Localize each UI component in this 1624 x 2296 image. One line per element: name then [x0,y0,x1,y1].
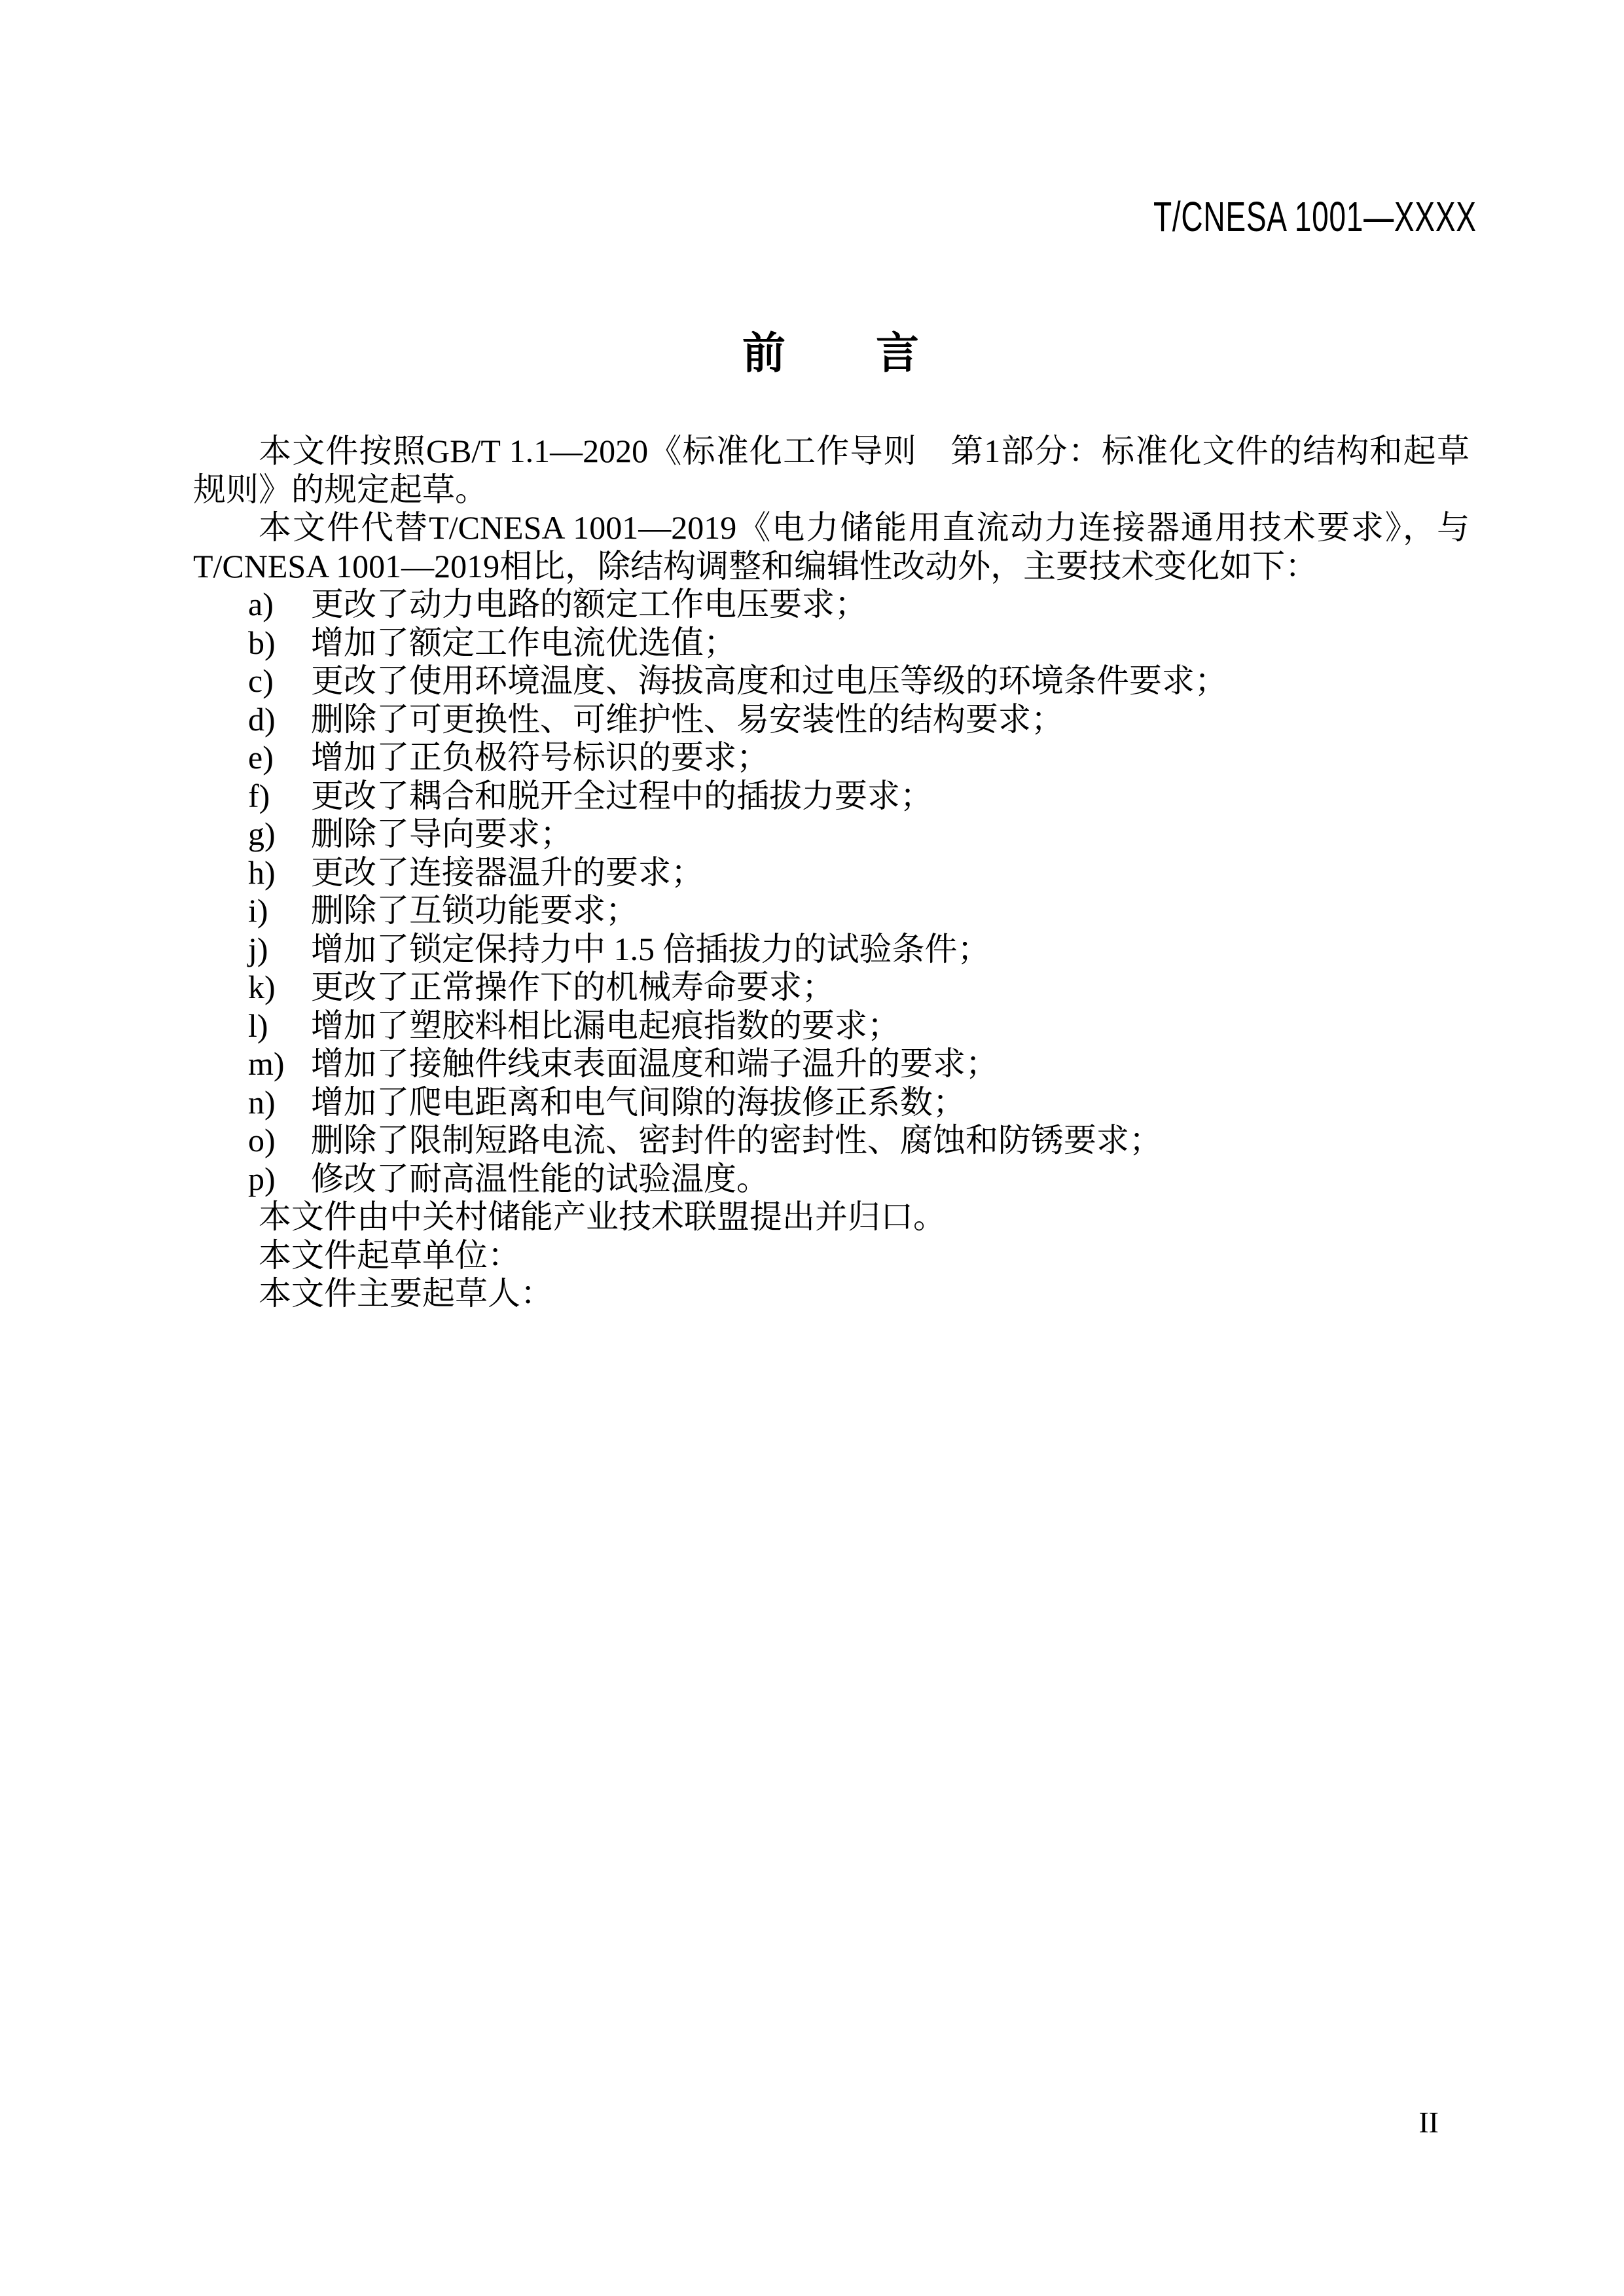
list-item-text: 更改了正常操作下的机械寿命要求； [311,969,835,1005]
foreword-paragraph: 本文件代替T/CNESA 1001—2019《电力储能用直流动力连接器通用技术要求》，与T/CNESA 1001—2019相比，除结构调整和编辑性改动外，主要技术变化如下： [193,509,1470,584]
list-item-text: 更改了连接器温升的要求； [311,853,704,891]
list-item [193,891,1470,930]
list-item-label: p) [248,1160,276,1197]
list-item-text: 增加了爬电距离和电气间隙的海拔修正系数； [311,1083,965,1121]
list-item-label: i) [248,892,268,929]
list-item-label: g) [248,816,276,852]
list-item-text: 增加了锁定保持力中 1.5 倍插拔力的试验条件； [311,930,990,967]
list-item-label: n) [248,1083,276,1121]
list-item [193,815,1470,853]
list-item-text: 删除了限制短路电流、密封件的密封性、腐蚀和防锈要求； [311,1122,1162,1158]
list-item [193,1083,1470,1122]
list-item-label: o) [248,1122,276,1158]
list-item-text: 删除了可更换性、可维护性、易安装性的结构要求； [311,700,1064,738]
foreword-body [193,432,1470,1313]
list-item [193,777,1470,816]
list-item [193,930,1470,969]
list-item-text: 删除了导向要求； [311,816,573,852]
list-item-label: a) [248,586,274,622]
standard-code-header: T/CNESA 1001—XXXX [1153,193,1477,240]
list-item-text: 修改了耐高温性能的试验温度。 [311,1160,769,1197]
list-item [193,968,1470,1007]
changes-list [193,585,1470,1198]
list-item-text: 增加了塑胶料相比漏电起痕指数的要求； [311,1007,900,1044]
page-number: II [1418,2106,1439,2139]
list-item [193,1121,1470,1160]
list-item-label: k) [248,969,276,1005]
list-item-label: m) [248,1045,285,1082]
list-item [193,624,1470,662]
list-item-label: d) [248,700,276,738]
foreword-paragraph: 本文件主要起草人： [259,1275,553,1312]
foreword-paragraph: 本文件起草单位： [259,1236,520,1274]
list-item-label: f) [248,777,270,814]
list-item [193,700,1470,739]
list-item [193,1045,1470,1083]
list-item-label: l) [248,1007,268,1044]
foreword-paragraph: 本文件按照GB/T 1.1—2020《标准化工作导则 第1部分：标准化文件的结构和起草规则》的规定起草。 [193,433,1470,508]
list-item-text: 更改了动力电路的额定工作电压要求； [311,586,867,622]
list-item-text: 更改了耦合和脱开全过程中的插拔力要求； [311,777,933,814]
list-item-text: 增加了接触件线束表面温度和端子温升的要求； [311,1045,998,1082]
list-item-text: 更改了使用环境温度、海拔高度和过电压等级的环境条件要求； [311,662,1227,699]
foreword-title: 前 言 [742,329,920,377]
foreword-paragraph: 本文件由中关村储能产业技术联盟提出并归口。 [259,1198,946,1235]
list-item-text: 删除了互锁功能要求； [311,892,638,929]
list-item [193,1160,1470,1198]
list-item [193,1007,1470,1045]
list-item-label: e) [248,739,274,776]
list-item [193,585,1470,624]
list-item [193,853,1470,892]
list-item [193,662,1470,700]
list-item-text: 增加了额定工作电流优选值； [311,624,736,661]
list-item-label: h) [248,853,276,891]
list-item-label: c) [248,662,274,699]
list-item-text: 增加了正负极符号标识的要求； [311,739,769,776]
list-item [193,738,1470,777]
list-item-label: b) [248,624,276,661]
list-item-label: j) [248,930,268,967]
